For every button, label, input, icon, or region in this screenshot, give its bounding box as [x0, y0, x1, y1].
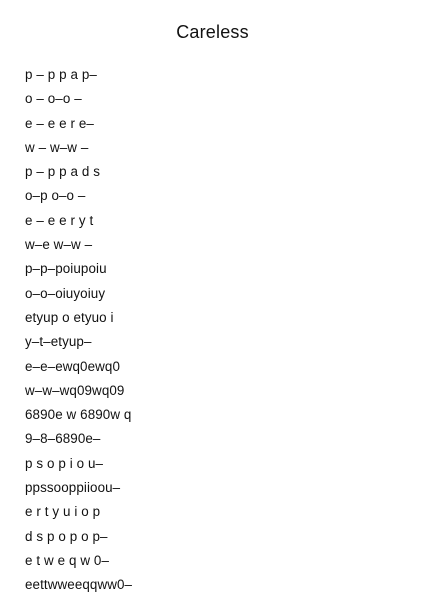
text-line: p – p p a d s	[25, 164, 101, 180]
text-line: etyup o etyuo i	[25, 309, 114, 325]
text-line: w–e w–w –	[25, 237, 93, 253]
text-line: 9–8–6890e–	[25, 431, 101, 447]
text-line: d s p o p o p–	[25, 528, 108, 544]
text-line: e–e–ewq0ewq0	[25, 358, 121, 374]
text-line: 6890e w 6890w q	[25, 407, 132, 423]
text-line: e r t y u i o p	[25, 504, 101, 520]
text-line: o – o–o –	[25, 91, 82, 107]
text-line: o–p o–o –	[25, 188, 86, 204]
text-line: ppssooppiioou–	[25, 480, 121, 496]
text-line: e – e e r y t	[25, 212, 94, 228]
text-line: y–t–etyup–	[25, 334, 92, 350]
text-line: w–w–wq09wq09	[25, 382, 125, 398]
text-line: e t w e q w 0–	[25, 552, 110, 568]
text-line: w – w–w –	[25, 139, 89, 155]
text-line: eettwweeqqww0–	[25, 577, 133, 593]
text-line: o–o–oiuyoiuy	[25, 285, 106, 301]
text-line: p–p–poiupoiu	[25, 261, 107, 277]
text-lines	[25, 63, 405, 598]
text-line: p s o p i o u–	[25, 455, 104, 471]
document-title: Careless	[176, 22, 249, 42]
text-line: p – p p a p–	[25, 67, 97, 82]
text-line: e – e e r e–	[25, 115, 94, 131]
